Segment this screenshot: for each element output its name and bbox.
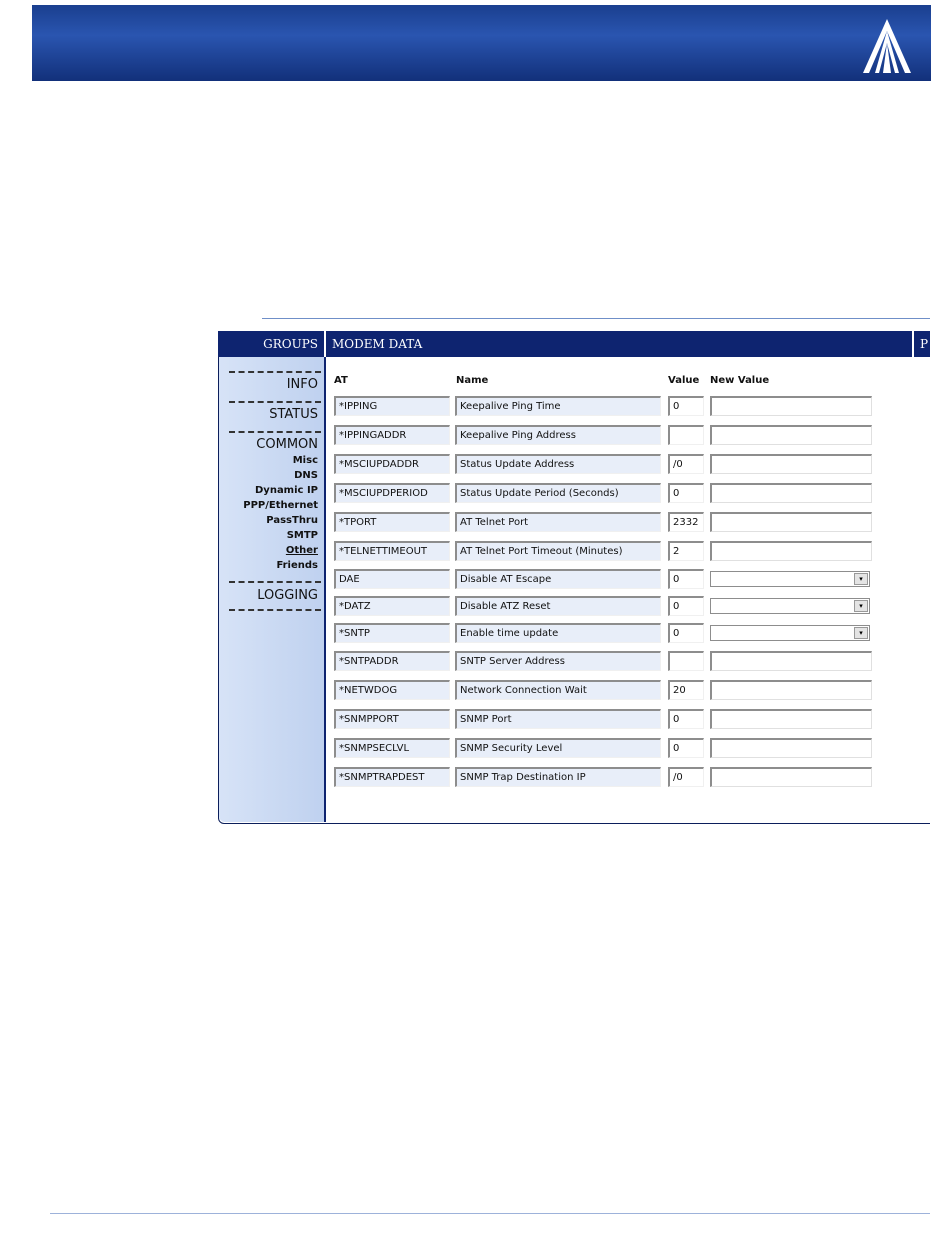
at-command-cell: *SNMPPORT xyxy=(334,709,450,729)
sidebar-item-smtp[interactable]: SMTP xyxy=(286,530,318,541)
at-command-cell: *SNMPTRAPDEST xyxy=(334,767,450,787)
divider xyxy=(229,371,321,373)
dropdown-arrow-icon[interactable]: ▾ xyxy=(854,600,868,612)
new-value-input[interactable] xyxy=(710,483,872,503)
new-value-input[interactable] xyxy=(710,709,872,729)
new-value-input[interactable] xyxy=(710,396,872,416)
current-value-cell: 0 xyxy=(668,569,704,589)
header-separator xyxy=(324,331,326,357)
column-header-name: Name xyxy=(456,375,489,386)
name-cell: AT Telnet Port Timeout (Minutes) xyxy=(455,541,661,561)
dropdown-arrow-icon[interactable]: ▾ xyxy=(854,627,868,639)
name-cell: SNMP Security Level xyxy=(455,738,661,758)
current-value-cell: /0 xyxy=(668,454,704,474)
divider xyxy=(229,581,321,583)
new-value-input[interactable] xyxy=(710,738,872,758)
current-value-cell: 0 xyxy=(668,396,704,416)
new-value-input[interactable] xyxy=(710,454,872,474)
sidebar-item-logging[interactable]: LOGGING xyxy=(257,588,318,603)
sidebar-item-info[interactable]: INFO xyxy=(286,377,318,392)
dropdown-arrow-icon[interactable]: ▾ xyxy=(854,573,868,585)
current-value-cell: 20 xyxy=(668,680,704,700)
divider xyxy=(229,401,321,403)
new-value-input[interactable] xyxy=(710,512,872,532)
current-value-cell: 2 xyxy=(668,541,704,561)
modem-data-heading: MODEM DATA xyxy=(332,337,423,351)
new-value-input[interactable] xyxy=(710,541,872,561)
name-cell: Disable ATZ Reset xyxy=(455,596,661,616)
name-cell: Keepalive Ping Time xyxy=(455,396,661,416)
panel-header xyxy=(218,331,930,357)
new-value-input[interactable] xyxy=(710,651,872,671)
at-command-cell: *SNTPADDR xyxy=(334,651,450,671)
name-cell: SNTP Server Address xyxy=(455,651,661,671)
new-value-input[interactable] xyxy=(710,680,872,700)
column-header-new-value: New Value xyxy=(710,375,770,386)
airlink-logo-icon xyxy=(861,17,913,75)
new-value-select[interactable] xyxy=(710,598,870,614)
current-value-cell xyxy=(668,425,704,445)
new-value-select[interactable] xyxy=(710,571,870,587)
divider xyxy=(229,431,321,433)
current-value-cell: 0 xyxy=(668,738,704,758)
at-command-cell: *IPPINGADDR xyxy=(334,425,450,445)
current-value-cell: 0 xyxy=(668,596,704,616)
sidebar-item-status[interactable]: STATUS xyxy=(269,407,318,422)
name-cell: SNMP Trap Destination IP xyxy=(455,767,661,787)
sidebar-item-dynamic-ip[interactable]: Dynamic IP xyxy=(255,485,318,496)
at-command-cell: *MSCIUPDPERIOD xyxy=(334,483,450,503)
new-value-input[interactable] xyxy=(710,425,872,445)
name-cell: Keepalive Ping Address xyxy=(455,425,661,445)
current-value-cell: 0 xyxy=(668,483,704,503)
current-value-cell xyxy=(668,651,704,671)
sidebar-item-dns[interactable]: DNS xyxy=(294,470,318,481)
sidebar-item-passthru[interactable]: PassThru xyxy=(266,515,318,526)
divider xyxy=(229,609,321,611)
name-cell: Disable AT Escape xyxy=(455,569,661,589)
at-command-cell: *IPPING xyxy=(334,396,450,416)
sidebar-item-misc[interactable]: Misc xyxy=(292,455,318,466)
at-command-cell: *SNMPSECLVL xyxy=(334,738,450,758)
at-command-cell: *SNTP xyxy=(334,623,450,643)
name-cell: Network Connection Wait xyxy=(455,680,661,700)
bottom-divider xyxy=(50,1213,930,1214)
current-value-cell: /0 xyxy=(668,767,704,787)
groups-sidebar xyxy=(219,357,326,822)
sidebar-item-common[interactable]: COMMON xyxy=(256,437,318,452)
sidebar-item-other[interactable]: Other xyxy=(285,545,318,556)
modem-data-table xyxy=(326,357,930,822)
modem-panel xyxy=(218,331,930,824)
current-value-cell: 0 xyxy=(668,623,704,643)
name-cell: SNMP Port xyxy=(455,709,661,729)
new-value-select[interactable] xyxy=(710,625,870,641)
name-cell: Enable time update xyxy=(455,623,661,643)
at-command-cell: *TELNETTIMEOUT xyxy=(334,541,450,561)
new-value-input[interactable] xyxy=(710,767,872,787)
groups-heading: GROUPS xyxy=(263,337,318,351)
at-command-cell: *MSCIUPDADDR xyxy=(334,454,450,474)
name-cell: Status Update Address xyxy=(455,454,661,474)
next-tab-heading: P xyxy=(920,337,929,351)
at-command-cell: *DATZ xyxy=(334,596,450,616)
at-command-cell: *NETWDOG xyxy=(334,680,450,700)
column-header-value: Value xyxy=(668,375,700,386)
current-value-cell: 2332 xyxy=(668,512,704,532)
name-cell: AT Telnet Port xyxy=(455,512,661,532)
column-header-at: AT xyxy=(334,375,348,386)
top-divider xyxy=(262,318,930,319)
sidebar-item-friends[interactable]: Friends xyxy=(276,560,318,571)
current-value-cell: 0 xyxy=(668,709,704,729)
at-command-cell: DAE xyxy=(334,569,450,589)
sidebar-item-ppp-ethernet[interactable]: PPP/Ethernet xyxy=(243,500,318,511)
name-cell: Status Update Period (Seconds) xyxy=(455,483,661,503)
top-banner xyxy=(32,5,931,81)
header-separator xyxy=(912,331,914,357)
at-command-cell: *TPORT xyxy=(334,512,450,532)
